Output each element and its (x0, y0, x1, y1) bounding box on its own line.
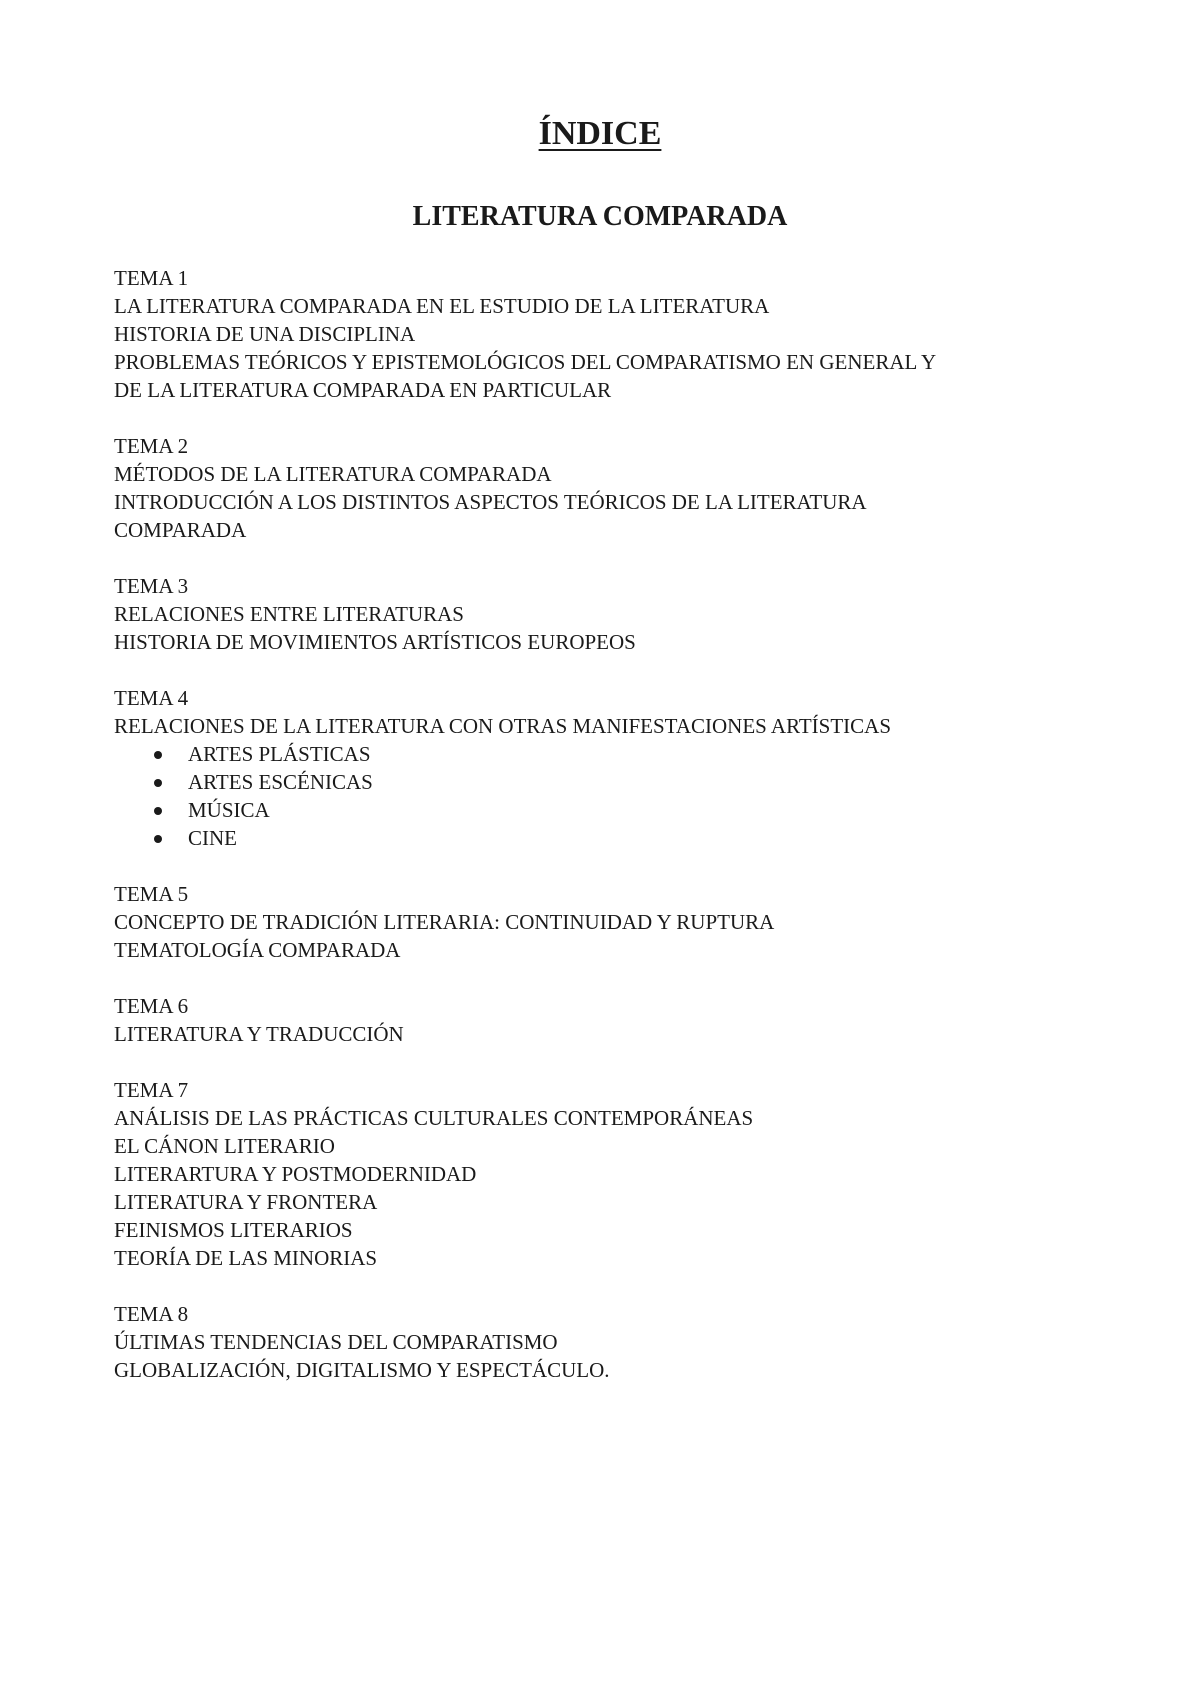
topic-5 (114, 880, 1074, 964)
index-content (114, 264, 1074, 1412)
bullet-text: ARTES ESCÉNICAS (188, 770, 373, 794)
bullet-icon (154, 751, 162, 759)
topic-line: LA LITERATURA COMPARADA EN EL ESTUDIO DE LA LITERATURA (114, 294, 770, 318)
bullet-item (114, 796, 1074, 824)
bullet-list (114, 740, 1074, 852)
topic-line: MÉTODOS DE LA LITERATURA COMPARADA (114, 462, 552, 486)
bullet-item (114, 824, 1074, 852)
topic-8 (114, 1300, 1074, 1384)
topic-line: LITERARTURA Y POSTMODERNIDAD (114, 1162, 477, 1186)
topic-heading: TEMA 2 (114, 434, 189, 458)
topic-1 (114, 264, 1074, 404)
topic-3 (114, 572, 1074, 656)
bullet-icon (154, 835, 162, 843)
topic-line: EL CÁNON LITERARIO (114, 1134, 335, 1158)
page-title: ÍNDICE (538, 115, 662, 152)
topic-heading: TEMA 7 (114, 1078, 189, 1102)
topic-heading: TEMA 4 (114, 686, 189, 710)
topic-line: GLOBALIZACIÓN, DIGITALISMO Y ESPECTÁCULO. (114, 1358, 610, 1382)
topic-line: CONCEPTO DE TRADICIÓN LITERARIA: CONTINUIDAD Y RUPTURA (114, 910, 775, 934)
topic-line: HISTORIA DE MOVIMIENTOS ARTÍSTICOS EUROPEOS (114, 630, 636, 654)
bullet-icon (154, 779, 162, 787)
topic-line: RELACIONES ENTRE LITERATURAS (114, 602, 464, 626)
topic-line: HISTORIA DE UNA DISCIPLINA (114, 322, 416, 346)
topic-line: COMPARADA (114, 518, 247, 542)
topic-line: TEORÍA DE LAS MINORIAS (114, 1246, 378, 1270)
bullet-item (114, 740, 1074, 768)
bullet-text: CINE (188, 826, 237, 850)
page-subtitle: LITERATURA COMPARADA (412, 201, 788, 232)
topic-6 (114, 992, 1074, 1048)
topic-line: DE LA LITERATURA COMPARADA EN PARTICULAR (114, 378, 612, 402)
topic-line: ANÁLISIS DE LAS PRÁCTICAS CULTURALES CONTEMPORÁNEAS (114, 1106, 754, 1130)
bullet-text: ARTES PLÁSTICAS (188, 742, 371, 766)
topic-line: LITERATURA Y TRADUCCIÓN (114, 1022, 404, 1046)
topic-heading: TEMA 3 (114, 574, 189, 598)
topic-heading: TEMA 5 (114, 882, 189, 906)
bullet-icon (154, 807, 162, 815)
topic-4 (114, 684, 1074, 852)
topic-line: ÚLTIMAS TENDENCIAS DEL COMPARATISMO (114, 1330, 558, 1354)
topic-heading: TEMA 1 (114, 266, 189, 290)
topic-line: FEINISMOS LITERARIOS (114, 1218, 353, 1242)
bullet-item (114, 768, 1074, 796)
topic-line: LITERATURA Y FRONTERA (114, 1190, 378, 1214)
topic-line: PROBLEMAS TEÓRICOS Y EPISTEMOLÓGICOS DEL COMPARATISMO EN GENERAL Y (114, 350, 937, 374)
topic-2 (114, 432, 1074, 544)
topic-heading: TEMA 8 (114, 1302, 189, 1326)
topic-line: RELACIONES DE LA LITERATURA CON OTRAS MANIFESTACIONES ARTÍSTICAS (114, 714, 892, 738)
topic-line: TEMATOLOGÍA COMPARADA (114, 938, 401, 962)
topic-line: INTRODUCCIÓN A LOS DISTINTOS ASPECTOS TEÓRICOS DE LA LITERATURA (114, 490, 867, 514)
bullet-text: MÚSICA (188, 798, 270, 822)
topic-heading: TEMA 6 (114, 994, 189, 1018)
topic-7 (114, 1076, 1074, 1272)
